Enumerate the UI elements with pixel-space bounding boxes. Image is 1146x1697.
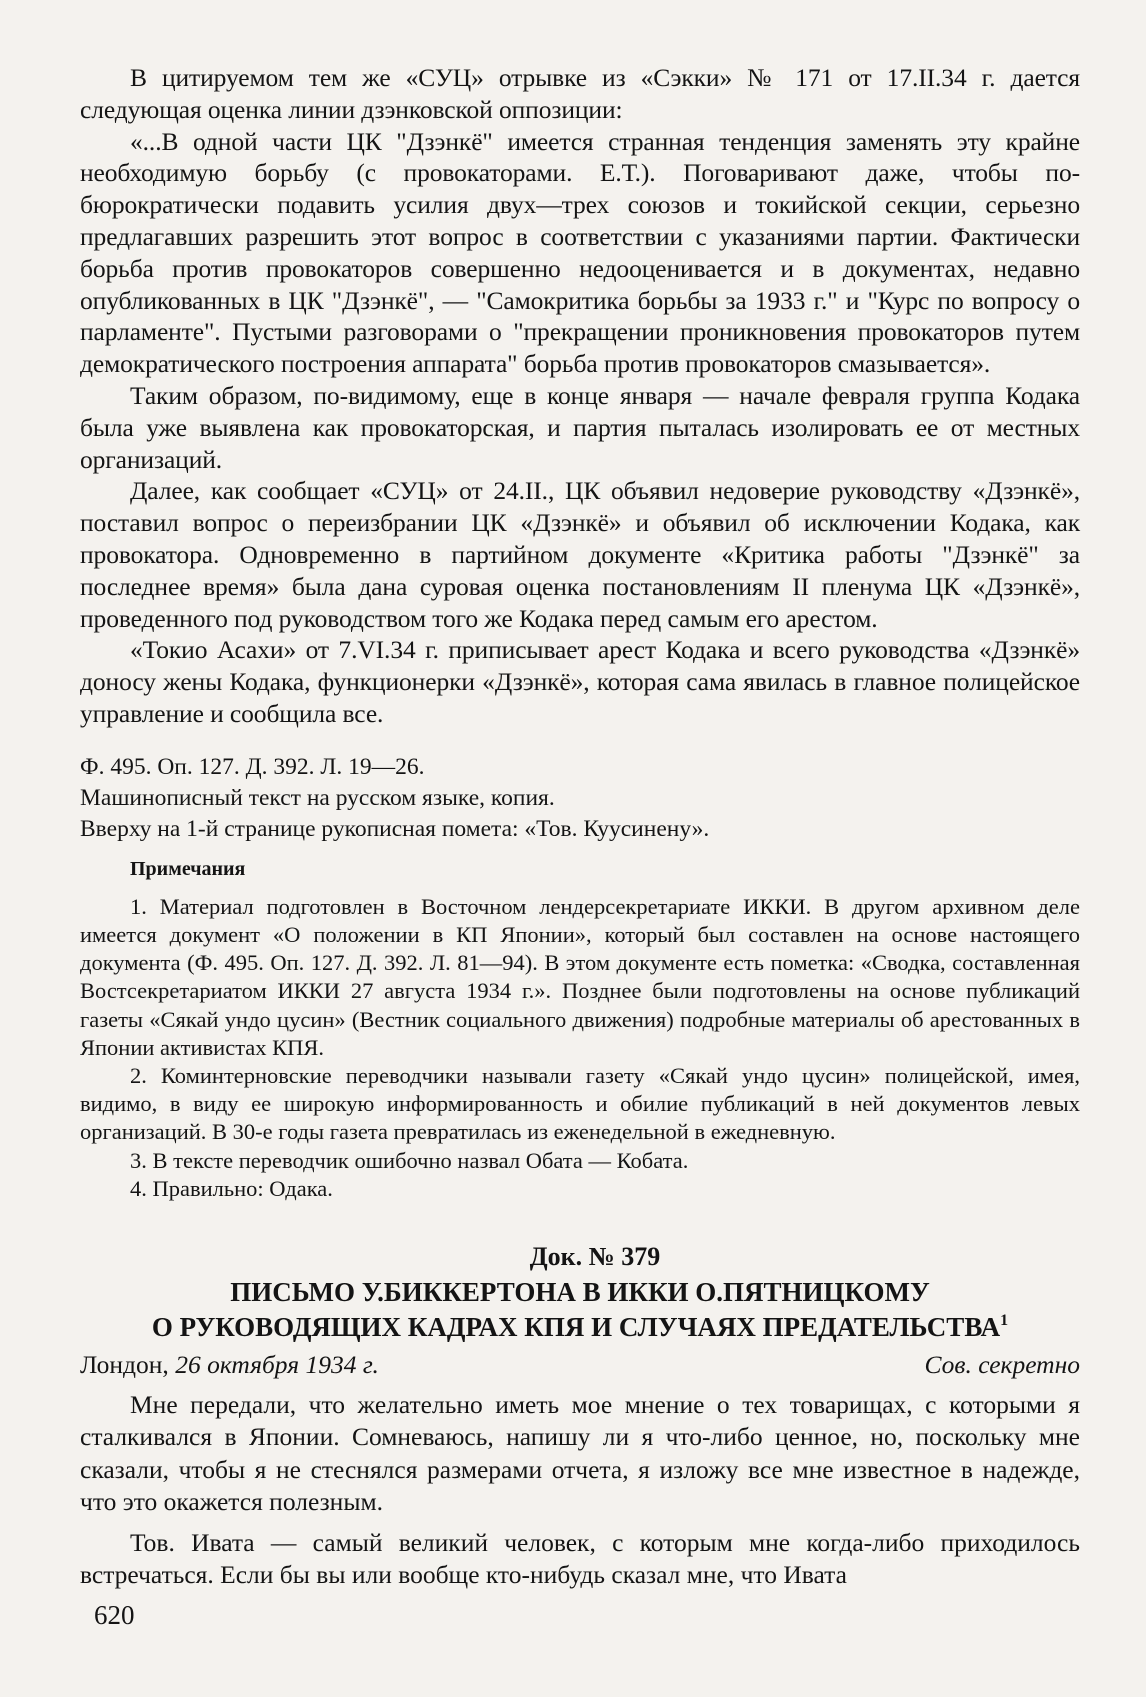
note-item-3: 3. В тексте переводчик ошибочно назвал Обата — Кобата.	[130, 1147, 689, 1173]
notes-list	[80, 893, 1080, 1203]
place-date	[80, 1349, 379, 1381]
note-item-2: 2. Коминтерновские переводчики называли газету «Сякай ундо цусин» полицейской, имея, видимо, в виду ее широкую информированность и обилие публикаций в ней документов левых организаций. В 30-е годы газета превратилась из еженедельной в ежедневную.	[80, 1062, 1080, 1145]
document-header	[80, 1241, 1080, 1381]
paragraph-4: Далее, как сообщает «СУЦ» от 24.II., ЦК объявил недоверие руководству «Дзэнкё», поставил вопрос о переизбрании ЦК «Дзэнкё» и объявил об исключении Кодака, как провокатора. Одновременно в партийном документе «Критика работы "Дзэнкё" за последнее время» была дана суровая оценка постановлениям II пленума ЦК «Дзэнкё», проведенного под руководством того же Кодака перед самым его арестом.	[80, 476, 1080, 633]
paragraph-1: В цитируемом тем же «СУЦ» отрывке из «Сэкки» № 171 от 17.II.34 г. дается следующая оценка линии дзэнковской оппозиции:	[80, 63, 1080, 124]
source-description: Машинописный текст на русском языке, копия.	[80, 784, 555, 811]
document-title-line-1: ПИСЬМО У.БИККЕРТОНА В ИККИ О.ПЯТНИЦКОМУ	[230, 1276, 930, 1307]
book-page	[80, 62, 1080, 1592]
note-item-4: 4. Правильно: Одака.	[130, 1175, 333, 1201]
classification: Сов. секретно	[924, 1349, 1080, 1379]
note-item-1: 1. Материал подготовлен в Восточном лендерсекретариате ИККИ. В другом архивном деле имеется документ «О положении в КП Японии», который был составлен на основе настоящего документа (Ф. 495. Оп. 127. Д. 392. Л. 81—94). В этом документе есть пометка: «Сводка, составленная Востсекретариатом ИККИ 27 августа 1934 г.». Позднее были подготовлены на основе публикаций газеты «Сякай ундо цусин» (Вестник социального движения) подробные материалы об арестованных в Японии активистах КПЯ.	[80, 893, 1080, 1060]
paragraph-2-quote: «...В одной части ЦК "Дзэнкё" имеется странная тенденция заменять эту крайне необходимую борьбу (с провокаторами. Е.Т.). Поговаривают даже, чтобы по-бюрократически подавить усилия двух—трех союзов и токийской секции, серьезно предлагавших разрешить этот вопрос в соответствии с указаниями партии. Фактически борьба против провокаторов совершенно недооценивается и в документах, недавно опубликованных в ЦК "Дзэнкё", — "Самокритика борьбы за 1933 г." и "Курс по вопросу о парламенте". Пустыми разговорами о "прекращении проникновения провокаторов путем демократического построения аппарата" борьба против провокаторов смазывается».	[80, 126, 1080, 379]
source-annotation: Вверху на 1-й странице рукописная помета: «Тов. Куусинену».	[80, 815, 710, 842]
document-title-line-2	[80, 1312, 1080, 1343]
dateline	[80, 1349, 1080, 1381]
letter-body	[80, 1389, 1080, 1592]
letter-paragraph-1: Мне передали, что желательно иметь мое мнение о тех товарищах, с которыми я сталкивался в Японии. Сомневаюсь, напишу ли я что-либо ценное, но, поскольку мне сказали, чтобы я не стеснялся размерами отчета, я изложу все мне известное в надежде, что это окажется полезным.	[80, 1389, 1080, 1517]
footnote-mark: 1	[1000, 1311, 1009, 1329]
letter-paragraph-2: Тов. Ивата — самый великий человек, с которым мне когда-либо приходилось встречаться. Если бы вы или вообще кто-нибудь сказал мне, что Ивата	[80, 1527, 1080, 1590]
place: Лондон,	[80, 1349, 169, 1379]
paragraph-5: «Токио Асахи» от 7.VI.34 г. приписывает арест Кодака и всего руководства «Дзэнкё» доносу жены Кодака, функционерки «Дзэнкё», которая сама явилась в главное полицейское управление и сообщила все.	[80, 635, 1080, 728]
document-title-line-2-text: О РУКОВОДЯЩИХ КАДРАХ КПЯ И СЛУЧАЯХ ПРЕДАТЕЛЬСТВА	[151, 1311, 1001, 1342]
notes-heading: Примечания	[130, 857, 246, 880]
document-number: Док. № 379	[529, 1241, 661, 1271]
paragraph-3: Таким образом, по-видимому, еще в конце января — начале февраля группа Кодака была уже выявлена как провокаторская, и партия пыталась изолировать ее от местных организаций.	[80, 380, 1080, 474]
archive-reference: Ф. 495. Оп. 127. Д. 392. Л. 19—26.	[80, 753, 425, 780]
page-number: 620	[94, 1600, 135, 1630]
date: 26 октября 1934 г.	[175, 1349, 379, 1379]
notes-section	[80, 855, 1080, 1203]
source-info	[80, 752, 1080, 845]
main-text	[80, 62, 1080, 730]
